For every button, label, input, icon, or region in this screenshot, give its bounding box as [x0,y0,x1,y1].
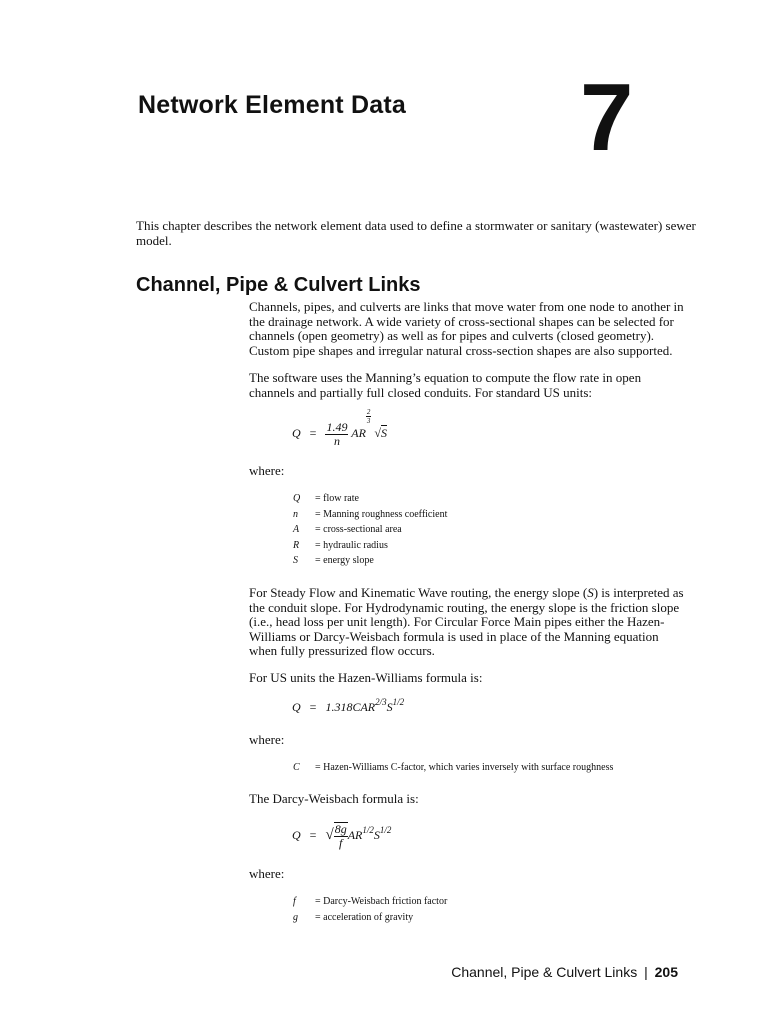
definition-text: = flow rate [315,493,359,504]
footer-section-label: Channel, Pipe & Culvert Links [451,964,638,980]
manning-lhs: Q [292,426,301,440]
section-heading: Channel, Pipe & Culvert Links [136,274,421,296]
dw-lhs: Q [292,827,301,842]
manning-denominator: n [333,433,340,448]
hazen-williams-equation [292,697,405,715]
chapter-title: Network Element Data [138,91,406,119]
footer-separator: | [644,964,648,980]
hw-body: 1.318CAR [325,700,376,714]
definition-row [293,540,447,556]
dw-fraction [334,822,348,850]
manning-equation [292,408,387,448]
definition-symbol: n [293,508,298,520]
hw-exponent-2: 1/2 [392,697,405,707]
paragraph-manning-intro: The software uses the Manning’s equation to compute the flow rate in open channels and partially full closed conduits. For standard US units: [249,370,642,400]
intro-paragraph: This chapter describes the network element data used to define a stormwater or sanitary (wastewater) sewer model. [136,218,696,248]
definition-text: = Darcy-Weisbach friction factor [315,896,448,907]
manning-numerator: 1.49 [326,419,348,434]
darcy-weisbach-equation [292,822,391,850]
manning-term: AR [351,426,366,440]
definition-text: = Manning roughness coefficient [315,508,448,520]
definition-symbol: R [293,539,300,551]
paragraph-hazen-williams-intro: For US units the Hazen-Williams formula is: [249,670,483,685]
paragraph-energy-slope [249,586,689,659]
definition-row [293,493,447,509]
definition-symbol: Q [293,493,301,504]
dw-numerator: 8g [334,822,347,836]
definition-text: = cross-sectional area [315,524,402,535]
definition-symbol: f [293,896,296,907]
hw-equals: = [309,700,317,714]
definition-row [293,762,613,778]
hw-exponent-1: 2/3 [375,697,387,707]
chapter-number: 7 [580,64,634,171]
dw-s: S [373,827,380,842]
manning-exponent-num: 2 [366,408,371,416]
paragraph-darcy-weisbach-intro: The Darcy-Weisbach formula is: [249,791,419,806]
dw-equals: = [309,827,317,842]
where-label-1: where: [249,463,285,478]
where-label-3: where: [249,866,285,881]
definition-symbol: C [293,762,300,773]
manning-exponent-den: 3 [366,417,371,425]
manning-equals: = [309,426,317,440]
definition-text: = hydraulic radius [315,539,388,551]
definition-symbol: S [293,555,298,566]
definition-row [293,524,447,540]
paragraph-energy-slope-part-b: ) is interpreted as the conduit slope. For Hydrodynamic routing, the energy slope is the friction slope (i.e., head loss per unit length). For Circular Force Main pipes either the Hazen-Williams or Darcy-Weisbach formula is used in place of the Manning equation when fully pressurized flow occurs. [249,585,684,658]
definition-text: = energy slope [315,555,374,566]
definition-row [293,555,447,571]
paragraph-energy-slope-part-a: For Steady Flow and Kinematic Wave routing, the energy slope ( [249,585,588,600]
hw-s: S [386,700,393,714]
hw-lhs: Q [292,700,301,714]
definition-symbol: g [293,911,298,923]
manning-sqrt-arg: S [381,426,388,440]
manning-exponent [366,408,372,425]
hazen-williams-definitions [293,762,613,778]
where-label-2: where: [249,732,285,747]
page-footer [451,964,678,980]
sqrt-icon: √ [374,426,382,440]
definition-row [293,509,447,525]
definition-text: = acceleration of gravity [315,911,414,923]
dw-exponent-2: 1/2 [379,824,392,835]
dw-body: AR [347,827,363,842]
dw-denominator: f [339,836,343,850]
dw-exponent-1: 1/2 [362,824,374,835]
manning-definitions [293,493,447,571]
definition-row [293,912,447,928]
definition-row [293,896,447,912]
paragraph-links: Channels, pipes, and culverts are links that move water from one node to another in the drainage network. A wide variety of cross-sectional shapes can be selected for channels (open geometry) as well as for pipes and culverts (closed geometry). Custom pipe shapes and irregular natural cross-section shapes are also supported. [249,299,684,358]
paragraph-energy-slope-symbol: S [587,585,594,600]
manning-fraction [325,421,348,448]
page-number: 205 [654,964,678,980]
sqrt-icon: √ [325,826,334,843]
definition-symbol: A [293,524,300,535]
darcy-weisbach-definitions [293,896,447,927]
definition-text: = Hazen-Williams C-factor, which varies inversely with surface roughness [315,762,614,773]
